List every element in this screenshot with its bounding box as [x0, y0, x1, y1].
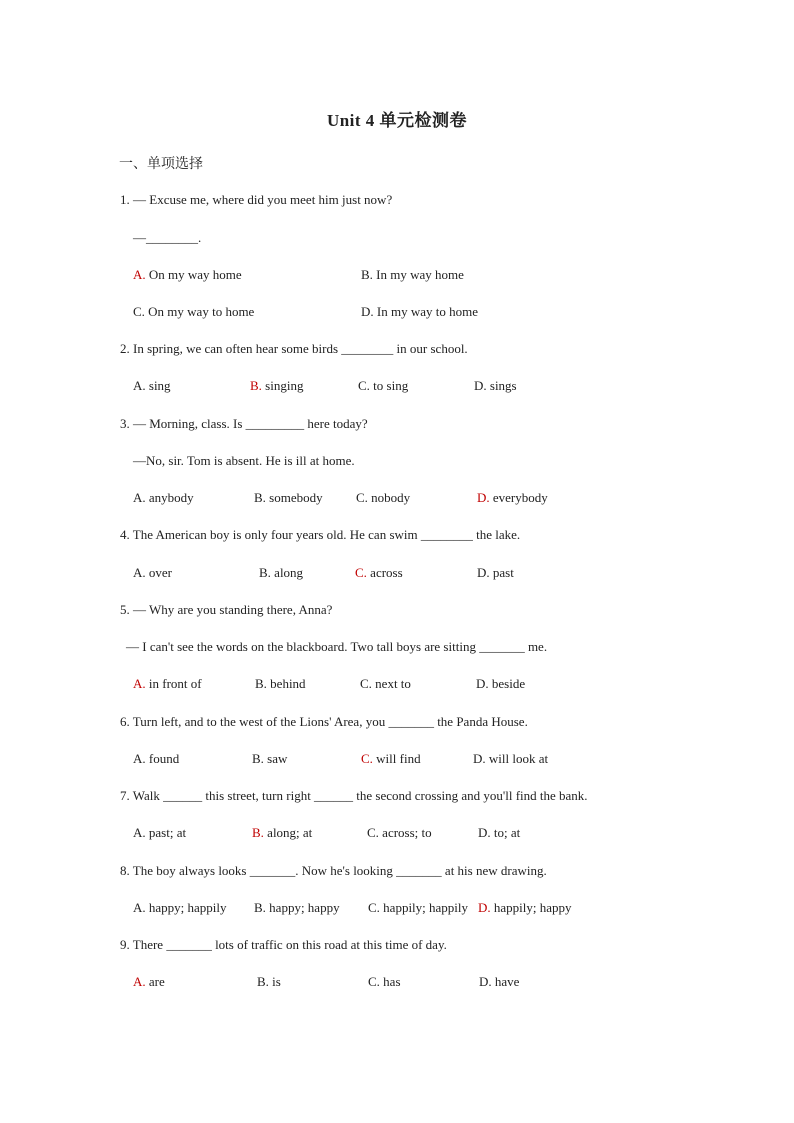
option-letter: D.	[474, 378, 487, 393]
question-9-option-a	[133, 972, 165, 992]
option-text: is	[268, 974, 281, 989]
question-5-option-b	[255, 674, 306, 694]
question-3-option-a	[133, 488, 194, 508]
option-letter: B.	[252, 751, 264, 766]
question-4-text-line: 4. The American boy is only four years old. He can swim ________ the lake.	[120, 527, 521, 542]
question-5-option-c	[360, 674, 411, 694]
option-letter: B.	[259, 565, 271, 580]
question-3-option-d	[477, 488, 548, 508]
question-6-option-a	[133, 749, 179, 769]
question-6-option-d	[473, 749, 548, 769]
question-5-option-d	[476, 674, 525, 694]
option-text: will find	[372, 751, 421, 766]
option-letter: C.	[360, 676, 372, 691]
option-letter: C.	[361, 751, 373, 766]
question-5-option-a	[133, 674, 202, 694]
question-4-option-c	[355, 563, 403, 583]
option-text: somebody	[265, 490, 323, 505]
option-text: On my way to home	[144, 304, 255, 319]
question-5-text-line: — I can't see the words on the blackboard. Two tall boys are sitting _______ me.	[126, 639, 548, 654]
option-letter: A.	[133, 676, 146, 691]
option-letter: D.	[476, 676, 489, 691]
question-8-option-a	[133, 898, 227, 918]
option-letter: C.	[358, 378, 370, 393]
option-letter: C.	[367, 825, 379, 840]
option-text: behind	[266, 676, 306, 691]
question-5-text-line: 5. — Why are you standing there, Anna?	[120, 602, 333, 617]
option-text: beside	[488, 676, 526, 691]
question-6-option-c	[361, 749, 421, 769]
option-text: singing	[261, 378, 304, 393]
option-letter: C.	[133, 304, 145, 319]
question-3-text-line: —No, sir. Tom is absent. He is ill at home.	[133, 453, 355, 468]
question-7-option-a	[133, 823, 186, 843]
question-7-text-line: 7. Walk ______ this street, turn right ______ the second crossing and you'll find the bank.	[120, 788, 588, 803]
option-text: have	[491, 974, 520, 989]
option-text: past; at	[145, 825, 187, 840]
option-text: sings	[486, 378, 517, 393]
option-letter: A.	[133, 378, 146, 393]
option-text: nobody	[367, 490, 411, 505]
question-1-option-a	[133, 265, 242, 285]
option-text: along; at	[263, 825, 313, 840]
option-letter: C.	[368, 900, 380, 915]
option-letter: C.	[368, 974, 380, 989]
option-text: saw	[263, 751, 288, 766]
option-text: happy; happy	[265, 900, 340, 915]
question-1-option-b	[361, 265, 464, 285]
question-2-option-b	[250, 376, 303, 396]
question-9-option-c	[368, 972, 401, 992]
option-letter: D.	[477, 565, 490, 580]
option-text: sing	[145, 378, 171, 393]
option-text: next to	[371, 676, 411, 691]
question-1-text-line: 1. — Excuse me, where did you meet him just now?	[120, 192, 393, 207]
question-7-option-b	[252, 823, 312, 843]
question-1-option-d	[361, 302, 478, 322]
option-text: has	[379, 974, 401, 989]
option-letter: B.	[257, 974, 269, 989]
option-letter: A.	[133, 974, 146, 989]
question-2-option-c	[358, 376, 408, 396]
option-letter: D.	[477, 490, 490, 505]
option-text: along	[270, 565, 304, 580]
question-3-option-c	[356, 488, 410, 508]
question-9-option-b	[257, 972, 281, 992]
question-1-text-line: —________.	[133, 230, 202, 245]
question-4-option-a	[133, 563, 172, 583]
section-heading: 一、单项选择	[119, 157, 203, 172]
option-text: across; to	[378, 825, 432, 840]
option-letter: D.	[473, 751, 486, 766]
option-text: In my way to home	[373, 304, 478, 319]
option-letter: B.	[250, 378, 262, 393]
option-letter: C.	[356, 490, 368, 505]
option-letter: A.	[133, 900, 146, 915]
option-letter: D.	[361, 304, 374, 319]
option-letter: C.	[355, 565, 367, 580]
option-text: over	[145, 565, 172, 580]
question-8-text-line: 8. The boy always looks _______. Now he's looking _______ at his new drawing.	[120, 863, 547, 878]
option-text: will look at	[485, 751, 549, 766]
option-text: happily; happily	[379, 900, 469, 915]
option-text: anybody	[145, 490, 194, 505]
question-4-option-d	[477, 563, 514, 583]
option-letter: B.	[254, 900, 266, 915]
option-text: across	[366, 565, 403, 580]
question-9-option-d	[479, 972, 519, 992]
option-letter: B.	[254, 490, 266, 505]
question-8-option-b	[254, 898, 340, 918]
option-text: in front of	[145, 676, 202, 691]
option-text: are	[145, 974, 165, 989]
question-2-option-d	[474, 376, 517, 396]
option-text: everybody	[489, 490, 548, 505]
question-6-option-b	[252, 749, 287, 769]
option-text: found	[145, 751, 180, 766]
question-2-text-line: 2. In spring, we can often hear some birds ________ in our school.	[120, 341, 468, 356]
option-letter: D.	[478, 825, 491, 840]
option-letter: A.	[133, 825, 146, 840]
option-text: happily; happy	[490, 900, 572, 915]
option-text: past	[489, 565, 514, 580]
question-6-text-line: 6. Turn left, and to the west of the Lions' Area, you _______ the Panda House.	[120, 714, 528, 729]
option-letter: A.	[133, 490, 146, 505]
option-letter: A.	[133, 751, 146, 766]
option-text: In my way home	[372, 267, 464, 282]
option-text: to; at	[490, 825, 521, 840]
option-letter: A.	[133, 565, 146, 580]
question-4-option-b	[259, 563, 303, 583]
option-letter: D.	[478, 900, 491, 915]
option-letter: B.	[252, 825, 264, 840]
question-2-option-a	[133, 376, 171, 396]
question-1-option-c	[133, 302, 254, 322]
option-letter: A.	[133, 267, 146, 282]
question-8-option-c	[368, 898, 468, 918]
option-text: to sing	[369, 378, 409, 393]
option-text: happy; happily	[145, 900, 227, 915]
question-9-text-line: 9. There _______ lots of traffic on this road at this time of day.	[120, 937, 447, 952]
option-letter: B.	[255, 676, 267, 691]
option-letter: B.	[361, 267, 373, 282]
page-title: Unit 4 单元检测卷	[326, 111, 468, 130]
question-7-option-c	[367, 823, 432, 843]
option-text: On my way home	[145, 267, 242, 282]
option-letter: D.	[479, 974, 492, 989]
question-3-option-b	[254, 488, 323, 508]
question-7-option-d	[478, 823, 520, 843]
question-3-text-line: 3. — Morning, class. Is _________ here today?	[120, 416, 368, 431]
question-8-option-d	[478, 898, 572, 918]
